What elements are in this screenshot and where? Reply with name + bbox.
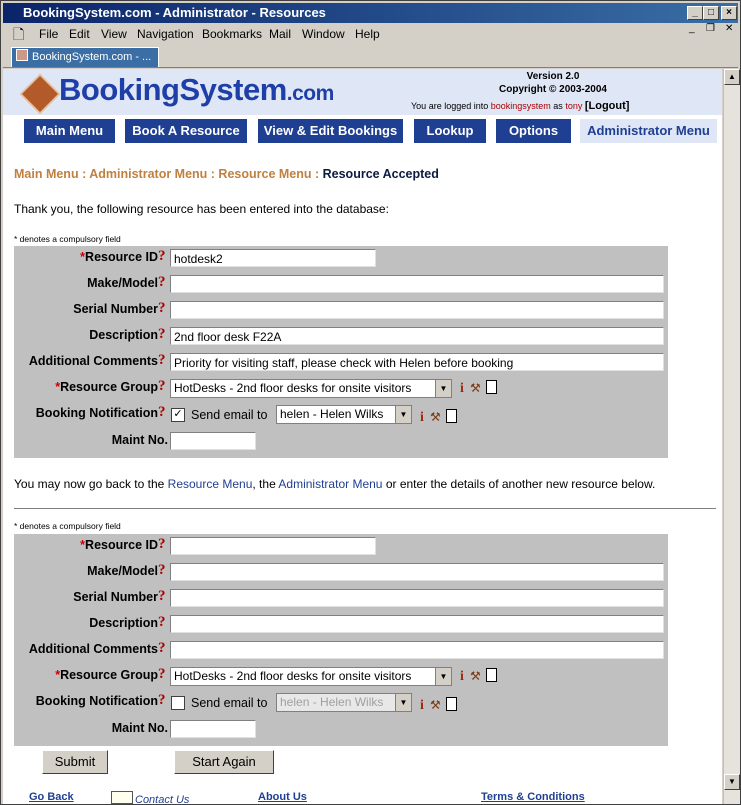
label-resource-group	[55, 380, 168, 394]
menu-mail[interactable]: Mail	[269, 27, 292, 41]
title-bar	[3, 3, 738, 23]
go-back-message	[14, 477, 655, 491]
go-back-mid: , the	[252, 477, 276, 491]
new-page-icon[interactable]	[486, 380, 497, 394]
nav-book-resource[interactable]: Book A Resource	[125, 119, 247, 143]
label-text: Resource ID	[85, 250, 158, 264]
row-resource-id	[14, 246, 668, 272]
dropdown-arrow-icon[interactable]: ▼	[395, 694, 411, 711]
dropdown-arrow-icon[interactable]: ▼	[435, 380, 451, 397]
additional-comments-field[interactable]: Priority for visiting staff, please check with Helen before booking	[170, 353, 664, 371]
nav-administrator-menu[interactable]: Administrator Menu	[580, 119, 717, 143]
help-icon[interactable]: ?	[158, 614, 166, 630]
help-icon[interactable]: ?	[158, 352, 166, 368]
row-resource-group	[14, 376, 668, 402]
label-serial-number	[73, 302, 168, 316]
help-icon[interactable]: ?	[158, 404, 166, 420]
site-header	[3, 69, 722, 115]
crumb-resource-menu[interactable]: Resource Menu	[218, 167, 312, 181]
page-icon: 🗋	[13, 26, 25, 42]
crumb-admin-menu[interactable]: Administrator Menu	[89, 167, 208, 181]
label-text: Additional Comments	[28, 354, 158, 368]
row-description	[14, 324, 668, 350]
label-text: Booking Notification	[35, 406, 158, 420]
window-title: BookingSystem.com - Administrator - Resources	[23, 5, 326, 20]
resource-group-value: HotDesks - 2nd floor desks for onsite visitors	[174, 669, 412, 683]
required-star: *	[80, 250, 86, 264]
copyright-text: Copyright © 2003-2004	[499, 84, 607, 95]
info-icon[interactable]: i	[420, 410, 424, 425]
help-icon[interactable]: ?	[158, 536, 166, 552]
notify-user-select[interactable]	[276, 693, 412, 712]
version-info	[493, 70, 613, 96]
menu-bar	[3, 24, 738, 44]
label-make-model	[87, 276, 168, 290]
label-resource-id	[80, 538, 168, 552]
label-text: Maint No.	[111, 721, 168, 735]
label-text: Make/Model	[87, 564, 158, 578]
submit-button[interactable]: Submit	[42, 750, 108, 774]
logout-link[interactable]: [Logout]	[584, 100, 630, 112]
new-page-icon[interactable]	[446, 409, 457, 423]
footer-terms[interactable]: Terms & Conditions	[481, 791, 585, 803]
help-icon[interactable]: ?	[158, 562, 166, 578]
notify-user-value: helen - Helen Wilks	[280, 695, 384, 709]
logged-prefix: You are logged into	[411, 101, 489, 111]
serial-number-field[interactable]	[170, 301, 664, 319]
label-additional-comments	[29, 642, 168, 656]
tab-strip	[3, 45, 738, 68]
contact-us-label: Contact Us	[135, 794, 190, 804]
hammer-icon[interactable]: ⚒	[470, 381, 481, 395]
hammer-icon[interactable]: ⚒	[430, 698, 441, 712]
row-booking-notification	[14, 402, 668, 428]
group-tools	[460, 380, 497, 397]
tab-label: BookingSystem.com - ...	[32, 51, 152, 63]
maint-no-input[interactable]	[170, 720, 256, 738]
send-email-label: Send email to	[191, 408, 268, 422]
label-description	[89, 616, 168, 630]
additional-comments-input[interactable]	[170, 641, 664, 659]
new-resource-panel	[14, 534, 668, 746]
row-additional-comments	[14, 350, 668, 376]
label-text: Resource Group	[60, 380, 158, 394]
make-model-input[interactable]	[170, 563, 664, 581]
label-text: Resource ID	[85, 538, 158, 552]
nav-main-menu[interactable]: Main Menu	[24, 119, 115, 143]
divider	[14, 508, 716, 509]
crumb-separator: :	[78, 167, 90, 181]
description-input[interactable]	[170, 615, 664, 633]
help-icon[interactable]: ?	[158, 666, 166, 682]
new-page-icon[interactable]	[486, 668, 497, 682]
crumb-main-menu[interactable]: Main Menu	[14, 167, 79, 181]
label-additional-comments	[29, 354, 168, 368]
help-icon[interactable]: ?	[158, 378, 166, 394]
notify-user-select[interactable]	[276, 405, 412, 424]
menu-help[interactable]: Help	[355, 27, 380, 41]
label-text: Resource Group	[60, 668, 158, 682]
label-text: Description	[89, 616, 158, 630]
nav-bar	[3, 117, 722, 145]
minimize-button[interactable]: _	[687, 6, 703, 20]
label-text: Maint No.	[111, 433, 168, 447]
label-booking-notification	[36, 694, 168, 708]
nav-options[interactable]: Options	[496, 119, 571, 143]
resource-group-select[interactable]	[170, 379, 452, 398]
logged-site: bookingsystem	[490, 101, 551, 111]
help-icon[interactable]: ?	[158, 300, 166, 316]
admin-menu-link[interactable]: Administrator Menu	[278, 477, 383, 491]
resource-id-field[interactable]: hotdesk2	[170, 249, 376, 267]
row-serial-number	[14, 586, 668, 612]
row-maint-no	[14, 717, 668, 743]
help-icon[interactable]: ?	[158, 588, 166, 604]
dropdown-arrow-icon[interactable]: ▼	[435, 668, 451, 685]
row-description	[14, 612, 668, 638]
label-maint-no	[112, 433, 168, 447]
hammer-icon[interactable]: ⚒	[470, 669, 481, 683]
help-icon[interactable]: ?	[158, 248, 166, 264]
version-text: Version 2.0	[526, 71, 580, 82]
send-email-checkbox[interactable]	[171, 696, 185, 710]
menu-view[interactable]: View	[101, 27, 127, 41]
mdi-minimize-icon[interactable]: _	[689, 23, 695, 34]
start-again-button[interactable]: Start Again	[174, 750, 274, 774]
row-resource-group	[14, 664, 668, 690]
scroll-up-icon[interactable]: ▲	[724, 69, 740, 85]
menu-window[interactable]: Window	[302, 27, 345, 41]
label-text: Description	[89, 328, 158, 342]
help-icon[interactable]: ?	[158, 326, 166, 342]
vertical-scrollbar[interactable]	[723, 69, 740, 804]
scroll-down-icon[interactable]: ▼	[724, 774, 740, 790]
make-model-field[interactable]	[170, 275, 664, 293]
login-status	[411, 100, 629, 112]
serial-number-input[interactable]	[170, 589, 664, 607]
send-email-label: Send email to	[191, 696, 268, 710]
row-make-model	[14, 560, 668, 586]
label-text: Serial Number	[73, 302, 158, 316]
row-serial-number	[14, 298, 668, 324]
crumb-current: Resource Accepted	[322, 167, 439, 181]
compulsory-note: * denotes a compulsory field	[14, 234, 121, 244]
required-star: *	[80, 538, 86, 552]
notify-tools	[420, 409, 457, 426]
help-icon[interactable]: ?	[158, 640, 166, 656]
row-booking-notification	[14, 690, 668, 716]
close-button[interactable]: ×	[721, 6, 737, 20]
resource-id-input[interactable]	[170, 537, 376, 555]
footer-about-us[interactable]: About Us	[258, 791, 307, 803]
maint-no-field[interactable]	[170, 432, 256, 450]
label-booking-notification	[36, 406, 168, 420]
label-text: Additional Comments	[28, 642, 158, 656]
dropdown-arrow-icon[interactable]: ▼	[395, 406, 411, 423]
required-star: *	[55, 668, 61, 682]
logged-user: tony	[565, 101, 583, 111]
logo-main: BookingSystem	[59, 72, 287, 107]
info-icon[interactable]: i	[420, 698, 424, 713]
group-tools	[460, 668, 497, 685]
help-icon[interactable]: ?	[158, 274, 166, 290]
thanks-message: Thank you, the following resource has been entered into the database:	[14, 202, 389, 216]
nav-view-edit-bookings[interactable]: View & Edit Bookings	[258, 119, 403, 143]
maximize-button[interactable]: □	[703, 6, 719, 20]
help-icon[interactable]: ?	[158, 692, 166, 708]
go-back-suffix: or enter the details of another new resource below.	[385, 477, 656, 491]
label-make-model	[87, 564, 168, 578]
menu-edit[interactable]: Edit	[69, 27, 90, 41]
label-text: Serial Number	[73, 590, 158, 604]
crumb-separator: :	[207, 167, 219, 181]
footer-contact-us[interactable]	[111, 791, 189, 804]
footer-go-back[interactable]: Go Back	[29, 791, 74, 803]
hammer-icon[interactable]: ⚒	[430, 410, 441, 424]
logo-icon	[20, 74, 60, 114]
resource-group-value: HotDesks - 2nd floor desks for onsite visitors	[174, 381, 412, 395]
go-back-prefix: You may now go back to the	[14, 477, 165, 491]
label-resource-group	[55, 668, 168, 682]
tab-bookingsystem[interactable]	[11, 47, 159, 67]
mdi-restore-icon[interactable]: ❐	[706, 23, 715, 34]
compulsory-note: * denotes a compulsory field	[14, 521, 121, 531]
row-make-model	[14, 272, 668, 298]
row-maint-no	[14, 429, 668, 455]
info-icon[interactable]: i	[460, 381, 464, 396]
resource-group-select[interactable]	[170, 667, 452, 686]
logo-suffix: .com	[286, 82, 334, 105]
notify-tools	[420, 697, 457, 714]
page-content	[3, 69, 722, 804]
breadcrumb	[14, 167, 439, 181]
menu-bookmarks[interactable]: Bookmarks	[202, 27, 263, 41]
menu-navigation[interactable]: Navigation	[137, 27, 194, 41]
label-text: Booking Notification	[35, 694, 158, 708]
label-description	[89, 328, 168, 342]
description-field[interactable]: 2nd floor desk F22A	[170, 327, 664, 345]
new-page-icon[interactable]	[446, 697, 457, 711]
logged-as: as	[553, 101, 563, 111]
required-star: *	[55, 380, 61, 394]
row-resource-id	[14, 534, 668, 560]
nav-lookup[interactable]: Lookup	[414, 119, 486, 143]
crumb-separator: :	[311, 167, 323, 181]
label-text: Make/Model	[87, 276, 158, 290]
label-resource-id	[80, 250, 168, 264]
row-additional-comments	[14, 638, 668, 664]
send-email-checkbox[interactable]: ✓	[171, 408, 185, 422]
label-maint-no	[112, 721, 168, 735]
menu-file[interactable]: File	[39, 27, 59, 41]
mdi-close-icon[interactable]: ✕	[725, 23, 734, 34]
resource-menu-link[interactable]: Resource Menu	[167, 477, 253, 491]
favicon-icon	[16, 49, 28, 61]
notify-user-value: helen - Helen Wilks	[280, 407, 384, 421]
site-logo	[59, 72, 334, 108]
accepted-resource-panel	[14, 246, 668, 458]
label-serial-number	[73, 590, 168, 604]
mail-icon	[111, 791, 133, 804]
info-icon[interactable]: i	[460, 669, 464, 684]
